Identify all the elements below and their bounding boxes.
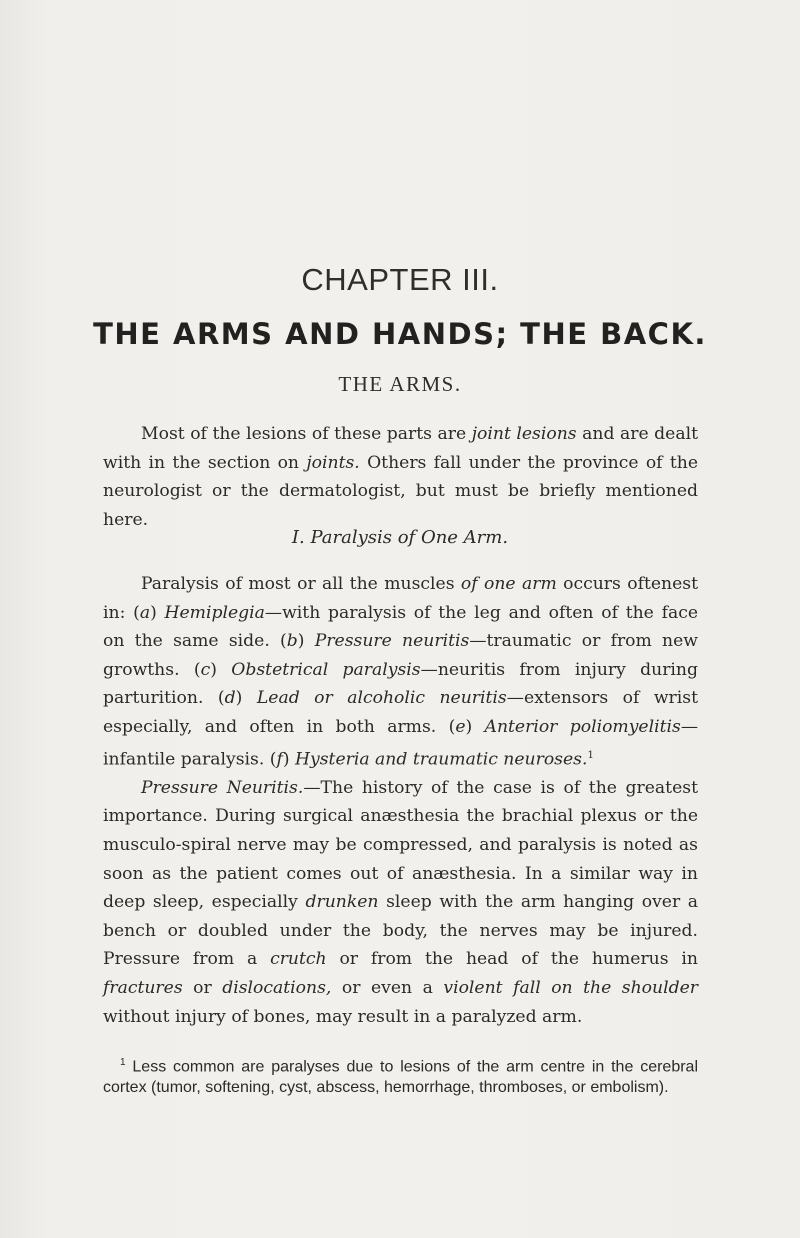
pressure-neuritis-paragraph: Pressure Neuritis.—The history of the case is of the greatest importance. During surgical anæsthesia the brachial plexus or the musculo-spiral nerve may be compressed, and paralysis is noted as soon as the patient comes out of anæsthesia. In a similar way in deep sleep, especially drunken sleep with the arm hanging over a bench or doubled under the body, the nerves may be injured. Pressure from a crutch or from the head of the humerus in fractures or dislocations, or even a violent fall on the shoulder without injury of bones, may result in a paralyzed arm. <box>103 777 699 1027</box>
chapter-title: THE ARMS AND HANDS; THE BACK. <box>93 317 707 351</box>
footnote-marker: 1 <box>587 749 594 761</box>
chapter-number: CHAPTER III. <box>301 262 499 297</box>
causes-paragraph: Paralysis of most or all the muscles of one arm occurs oftenest in: (a) Hemiplegia—with paralysis of the leg and often of the face on the same side. (b) Pressure neuritis—traumatic or from new growths. (c) Obstetrical paralysis—neuritis from injury during parturition. (d) Lead or alcoholic neuritis—extensors of wrist especially, and often in both arms. (e) Anterior poliomyelitis— infantile paralysis. (f) Hysteria and traumatic neuroses.$^1$ <box>103 574 699 770</box>
intro-paragraph: Most of the lesions of these parts are joint lesions and are dealt with in the section on joints. Others fall under the province of the neurologist or the dermatologist, but must be briefly mentioned here. <box>103 424 699 530</box>
subheading: I. Paralysis of One Arm. <box>291 527 509 548</box>
section-heading: THE ARMS. <box>338 372 462 396</box>
footnote: $^1$ Less common are paralyses due to lesions of the arm centre in the cerebral cortex (tumor, softening, cyst, abscess, hemorrhage, thromboses, or embolism). <box>103 1057 698 1097</box>
paralysis-text <box>103 570 698 1031</box>
